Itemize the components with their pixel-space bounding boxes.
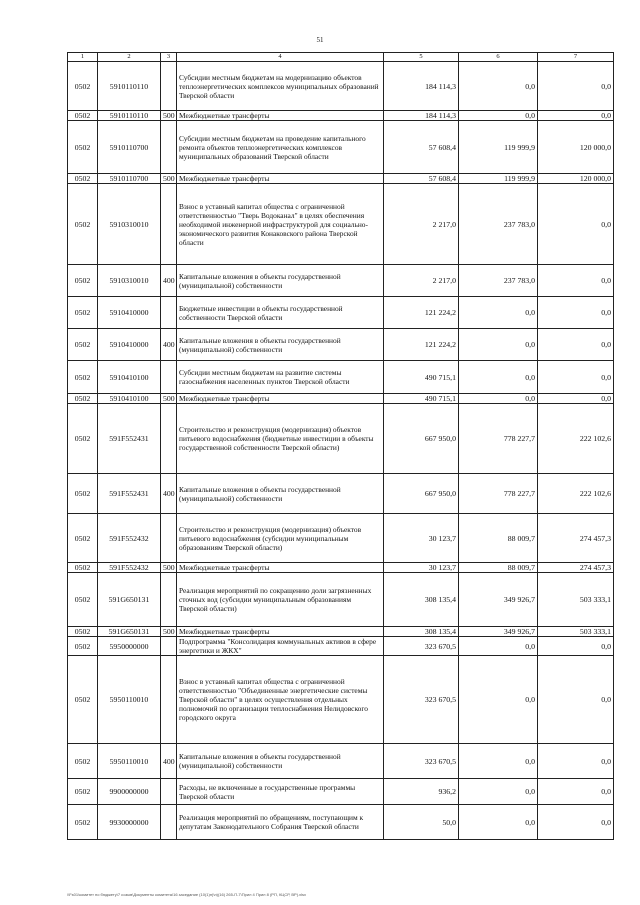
table-row bbox=[68, 779, 614, 805]
table-row bbox=[68, 563, 614, 573]
name-cell: Капитальные вложения в объекты государственной (муниципальной) собственности bbox=[177, 265, 384, 297]
name-cell: Капитальные вложения в объекты государственной (муниципальной) собственности bbox=[177, 744, 384, 779]
amount-col5-cell: 57 608,4 bbox=[384, 121, 459, 174]
amount-col7-cell: 0,0 bbox=[538, 329, 614, 361]
target-code-cell: 5910410100 bbox=[98, 394, 161, 404]
section-code-cell: 0502 bbox=[68, 361, 98, 394]
amount-col7-cell: 0,0 bbox=[538, 297, 614, 329]
expense-type-cell bbox=[161, 184, 177, 265]
amount-col5-cell: 50,0 bbox=[384, 805, 459, 840]
expense-type-cell bbox=[161, 779, 177, 805]
amount-col5-cell: 2 217,0 bbox=[384, 184, 459, 265]
target-code-cell: 5910110700 bbox=[98, 121, 161, 174]
section-code-cell: 0502 bbox=[68, 514, 98, 563]
section-code-cell: 0502 bbox=[68, 265, 98, 297]
amount-col5-cell: 323 670,5 bbox=[384, 656, 459, 744]
target-code-cell: 5910310010 bbox=[98, 184, 161, 265]
name-cell: Взнос в уставный капитал общества с ограниченной ответственностью "Тверь Водоканал" в целях обеспечения необходимой инженерной инфраструктурой для социально-экономического развития Конаковского района Тверской области bbox=[177, 184, 384, 265]
expense-type-cell bbox=[161, 361, 177, 394]
file-path-footer: \\Fs01\комитет по бюджету\7 созыв\Документы комитета\16 заседание (10(1)п)\п)(16) 265-П-7\Прил 4 Прил 8 (РП, КЦСР, ВР).xlsx bbox=[67, 892, 307, 897]
section-code-cell: 0502 bbox=[68, 329, 98, 361]
amount-col6-cell: 0,0 bbox=[459, 394, 538, 404]
amount-col7-cell: 0,0 bbox=[538, 779, 614, 805]
target-code-cell: 5910310010 bbox=[98, 265, 161, 297]
amount-col6-cell: 88 009,7 bbox=[459, 563, 538, 573]
column-header: 6 bbox=[459, 53, 538, 62]
amount-col6-cell: 0,0 bbox=[459, 744, 538, 779]
name-cell: Субсидии местным бюджетам на проведение капитального ремонта объектов теплоэнергетических комплексов муниципальных образований Тверской области bbox=[177, 121, 384, 174]
name-cell: Межбюджетные трансферты bbox=[177, 627, 384, 637]
section-code-cell: 0502 bbox=[68, 174, 98, 184]
target-code-cell: 9900000000 bbox=[98, 779, 161, 805]
name-cell: Межбюджетные трансферты bbox=[177, 563, 384, 573]
target-code-cell: 5910410100 bbox=[98, 361, 161, 394]
amount-col5-cell: 308 135,4 bbox=[384, 573, 459, 627]
section-code-cell: 0502 bbox=[68, 637, 98, 656]
name-cell: Взнос в уставный капитал общества с ограниченной ответственностью "Объединенные энергетические системы Тверской области" в целях осуществления отдельных полномочий по организации теплоснабжения Нелидовского городского округа bbox=[177, 656, 384, 744]
amount-col5-cell: 30 123,7 bbox=[384, 563, 459, 573]
section-code-cell: 0502 bbox=[68, 573, 98, 627]
amount-col7-cell: 0,0 bbox=[538, 184, 614, 265]
amount-col6-cell: 119 999,9 bbox=[459, 121, 538, 174]
target-code-cell: 5950110010 bbox=[98, 656, 161, 744]
section-code-cell: 0502 bbox=[68, 62, 98, 111]
table-row bbox=[68, 62, 614, 111]
amount-col7-cell: 0,0 bbox=[538, 111, 614, 121]
expense-type-cell bbox=[161, 297, 177, 329]
target-code-cell: 591F552431 bbox=[98, 474, 161, 514]
amount-col5-cell: 184 114,3 bbox=[384, 62, 459, 111]
section-code-cell: 0502 bbox=[68, 297, 98, 329]
amount-col6-cell: 0,0 bbox=[459, 779, 538, 805]
section-code-cell: 0502 bbox=[68, 627, 98, 637]
name-cell: Реализация мероприятий по сокращению доли загрязненных сточных вод (субсидии муниципальным образованиям Тверской области) bbox=[177, 573, 384, 627]
table-row bbox=[68, 514, 614, 563]
page-number: 51 bbox=[316, 36, 324, 44]
amount-col7-cell: 0,0 bbox=[538, 394, 614, 404]
expense-type-cell: 400 bbox=[161, 744, 177, 779]
column-header: 1 bbox=[68, 53, 98, 62]
amount-col7-cell: 222 102,6 bbox=[538, 404, 614, 474]
expense-type-cell: 400 bbox=[161, 474, 177, 514]
amount-col6-cell: 237 783,0 bbox=[459, 184, 538, 265]
expense-type-cell bbox=[161, 656, 177, 744]
amount-col5-cell: 121 224,2 bbox=[384, 329, 459, 361]
table-row bbox=[68, 394, 614, 404]
column-header: 5 bbox=[384, 53, 459, 62]
amount-col6-cell: 88 009,7 bbox=[459, 514, 538, 563]
table-row bbox=[68, 174, 614, 184]
table-row bbox=[68, 404, 614, 474]
target-code-cell: 5910110700 bbox=[98, 174, 161, 184]
target-code-cell: 5950110010 bbox=[98, 744, 161, 779]
table-row bbox=[68, 265, 614, 297]
target-code-cell: 5910410000 bbox=[98, 297, 161, 329]
section-code-cell: 0502 bbox=[68, 394, 98, 404]
expense-type-cell: 500 bbox=[161, 111, 177, 121]
name-cell: Межбюджетные трансферты bbox=[177, 174, 384, 184]
expense-type-cell bbox=[161, 404, 177, 474]
amount-col7-cell: 0,0 bbox=[538, 62, 614, 111]
amount-col5-cell: 323 670,5 bbox=[384, 637, 459, 656]
name-cell: Реализация мероприятий по обращениям, поступающим к депутатам Законодательного Собрания Тверской области bbox=[177, 805, 384, 840]
name-cell: Расходы, не включенные в государственные программы Тверской области bbox=[177, 779, 384, 805]
amount-col7-cell: 222 102,6 bbox=[538, 474, 614, 514]
expense-type-cell: 400 bbox=[161, 265, 177, 297]
table-row bbox=[68, 744, 614, 779]
expense-type-cell: 500 bbox=[161, 394, 177, 404]
amount-col6-cell: 0,0 bbox=[459, 637, 538, 656]
table-row bbox=[68, 361, 614, 394]
amount-col7-cell: 274 457,3 bbox=[538, 563, 614, 573]
amount-col5-cell: 490 715,1 bbox=[384, 361, 459, 394]
amount-col7-cell: 0,0 bbox=[538, 637, 614, 656]
expense-type-cell bbox=[161, 121, 177, 174]
amount-col5-cell: 2 217,0 bbox=[384, 265, 459, 297]
section-code-cell: 0502 bbox=[68, 111, 98, 121]
amount-col7-cell: 274 457,3 bbox=[538, 514, 614, 563]
amount-col7-cell: 0,0 bbox=[538, 744, 614, 779]
target-code-cell: 5910110110 bbox=[98, 62, 161, 111]
amount-col6-cell: 0,0 bbox=[459, 111, 538, 121]
target-code-cell: 9930000000 bbox=[98, 805, 161, 840]
name-cell: Субсидии местным бюджетам на модернизацию объектов теплоэнергетических комплексов муниципальных образований Тверской области bbox=[177, 62, 384, 111]
expense-type-cell bbox=[161, 573, 177, 627]
table-row bbox=[68, 184, 614, 265]
amount-col5-cell: 323 670,5 bbox=[384, 744, 459, 779]
table-row bbox=[68, 637, 614, 656]
expense-type-cell bbox=[161, 805, 177, 840]
amount-col5-cell: 184 114,3 bbox=[384, 111, 459, 121]
target-code-cell: 591F552432 bbox=[98, 514, 161, 563]
column-header: 2 bbox=[98, 53, 161, 62]
amount-col6-cell: 349 926,7 bbox=[459, 573, 538, 627]
amount-col7-cell: 503 333,1 bbox=[538, 573, 614, 627]
section-code-cell: 0502 bbox=[68, 184, 98, 265]
amount-col6-cell: 778 227,7 bbox=[459, 474, 538, 514]
name-cell: Подпрограмма "Консолидация коммунальных активов в сфере энергетики и ЖКХ" bbox=[177, 637, 384, 656]
amount-col6-cell: 0,0 bbox=[459, 361, 538, 394]
name-cell: Бюджетные инвестиции в объекты государственной собственности Тверской области bbox=[177, 297, 384, 329]
table-row bbox=[68, 329, 614, 361]
target-code-cell: 591G650131 bbox=[98, 627, 161, 637]
amount-col6-cell: 778 227,7 bbox=[459, 404, 538, 474]
section-code-cell: 0502 bbox=[68, 656, 98, 744]
table-row bbox=[68, 573, 614, 627]
amount-col6-cell: 0,0 bbox=[459, 297, 538, 329]
name-cell: Капитальные вложения в объекты государственной (муниципальной) собственности bbox=[177, 329, 384, 361]
table-body bbox=[68, 62, 614, 840]
expense-type-cell: 500 bbox=[161, 563, 177, 573]
amount-col5-cell: 667 950,0 bbox=[384, 474, 459, 514]
target-code-cell: 5910110110 bbox=[98, 111, 161, 121]
table-row bbox=[68, 656, 614, 744]
amount-col5-cell: 667 950,0 bbox=[384, 404, 459, 474]
expense-type-cell: 500 bbox=[161, 627, 177, 637]
amount-col6-cell: 349 926,7 bbox=[459, 627, 538, 637]
amount-col5-cell: 57 608,4 bbox=[384, 174, 459, 184]
amount-col7-cell: 0,0 bbox=[538, 265, 614, 297]
expense-type-cell: 500 bbox=[161, 174, 177, 184]
table-row bbox=[68, 121, 614, 174]
table-row bbox=[68, 297, 614, 329]
name-cell: Межбюджетные трансферты bbox=[177, 111, 384, 121]
expense-type-cell: 400 bbox=[161, 329, 177, 361]
amount-col7-cell: 120 000,0 bbox=[538, 174, 614, 184]
section-code-cell: 0502 bbox=[68, 563, 98, 573]
amount-col6-cell: 237 783,0 bbox=[459, 265, 538, 297]
amount-col6-cell: 0,0 bbox=[459, 62, 538, 111]
section-code-cell: 0502 bbox=[68, 474, 98, 514]
amount-col5-cell: 121 224,2 bbox=[384, 297, 459, 329]
section-code-cell: 0502 bbox=[68, 404, 98, 474]
amount-col6-cell: 119 999,9 bbox=[459, 174, 538, 184]
column-header: 3 bbox=[161, 53, 177, 62]
amount-col5-cell: 30 123,7 bbox=[384, 514, 459, 563]
section-code-cell: 0502 bbox=[68, 805, 98, 840]
column-header: 4 bbox=[177, 53, 384, 62]
amount-col7-cell: 0,0 bbox=[538, 805, 614, 840]
target-code-cell: 5950000000 bbox=[98, 637, 161, 656]
amount-col7-cell: 0,0 bbox=[538, 656, 614, 744]
amount-col6-cell: 0,0 bbox=[459, 805, 538, 840]
amount-col5-cell: 936,2 bbox=[384, 779, 459, 805]
amount-col7-cell: 503 333,1 bbox=[538, 627, 614, 637]
section-code-cell: 0502 bbox=[68, 779, 98, 805]
section-code-cell: 0502 bbox=[68, 744, 98, 779]
target-code-cell: 591G650131 bbox=[98, 573, 161, 627]
section-code-cell: 0502 bbox=[68, 121, 98, 174]
name-cell: Строительство и реконструкция (модернизация) объектов питьевого водоснабжения (бюджетные инвестиции в объекты государственной собственности Тверской области) bbox=[177, 404, 384, 474]
amount-col7-cell: 0,0 bbox=[538, 361, 614, 394]
target-code-cell: 5910410000 bbox=[98, 329, 161, 361]
expense-type-cell bbox=[161, 637, 177, 656]
name-cell: Строительство и реконструкция (модернизация) объектов питьевого водоснабжения (субсидии муниципальным образованиям Тверской области) bbox=[177, 514, 384, 563]
table-row bbox=[68, 474, 614, 514]
table-row bbox=[68, 627, 614, 637]
header-row bbox=[68, 53, 614, 62]
amount-col6-cell: 0,0 bbox=[459, 656, 538, 744]
target-code-cell: 591F552432 bbox=[98, 563, 161, 573]
name-cell: Субсидии местным бюджетам на развитие системы газоснабжения населенных пунктов Тверской области bbox=[177, 361, 384, 394]
table-row bbox=[68, 111, 614, 121]
budget-table bbox=[67, 52, 614, 840]
amount-col6-cell: 0,0 bbox=[459, 329, 538, 361]
table-row bbox=[68, 805, 614, 840]
name-cell: Капитальные вложения в объекты государственной (муниципальной) собственности bbox=[177, 474, 384, 514]
column-header: 7 bbox=[538, 53, 614, 62]
amount-col7-cell: 120 000,0 bbox=[538, 121, 614, 174]
target-code-cell: 591F552431 bbox=[98, 404, 161, 474]
name-cell: Межбюджетные трансферты bbox=[177, 394, 384, 404]
expense-type-cell bbox=[161, 514, 177, 563]
amount-col5-cell: 490 715,1 bbox=[384, 394, 459, 404]
amount-col5-cell: 308 135,4 bbox=[384, 627, 459, 637]
expense-type-cell bbox=[161, 62, 177, 111]
